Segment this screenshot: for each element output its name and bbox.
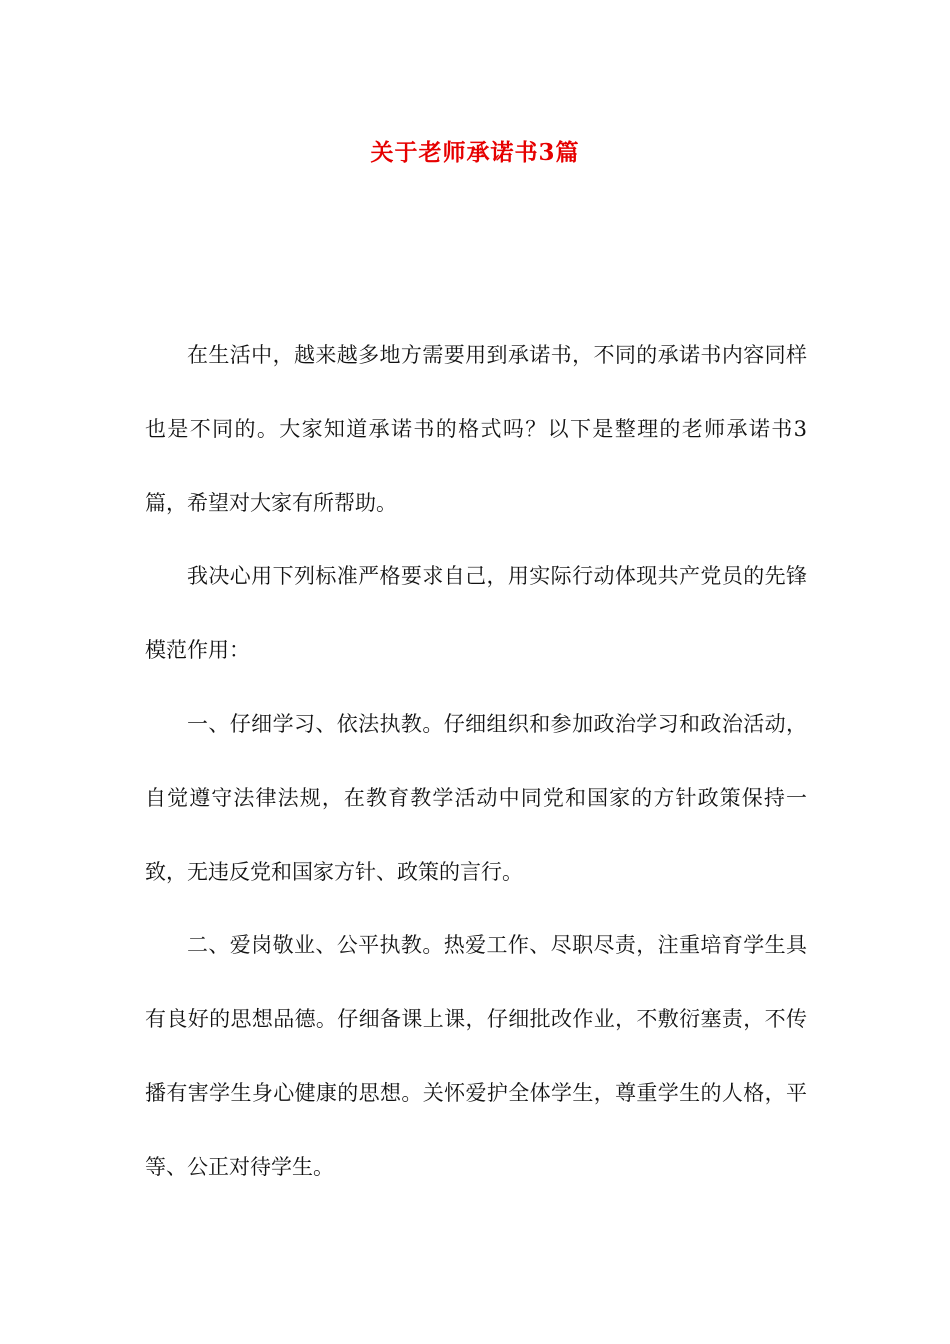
paragraph-point-one: 一、仔细学习、依法执教。仔细组织和参加政治学习和政治活动，自觉遵守法律法规，在教育教学活动中同党和国家的方针政策保持一致，无违反党和国家方针、政策的言行。 xyxy=(145,711,807,884)
paragraph-point-two: 二、爱岗敬业、公平执教。热爱工作、尽职尽责，注重培育学生具有良好的思想品德。仔细备课上课，仔细批改作业，不敷衍塞责，不传播有害学生身心健康的思想。关怀爱护全体学生，尊重学生的人格，平等、公正对待学生。 xyxy=(145,933,807,1179)
document-title: 关于老师承诺书3篇 xyxy=(370,139,580,166)
document-body xyxy=(145,319,807,1205)
paragraph-intro: 在生活中，越来越多地方需要用到承诺书，不同的承诺书内容同样也是不同的。大家知道承诺书的格式吗？以下是整理的老师承诺书3篇，希望对大家有所帮助。 xyxy=(145,343,807,515)
paragraph-resolution: 我决心用下列标准严格要求自己，用实际行动体现共产党员的先锋模范作用： xyxy=(145,564,807,663)
